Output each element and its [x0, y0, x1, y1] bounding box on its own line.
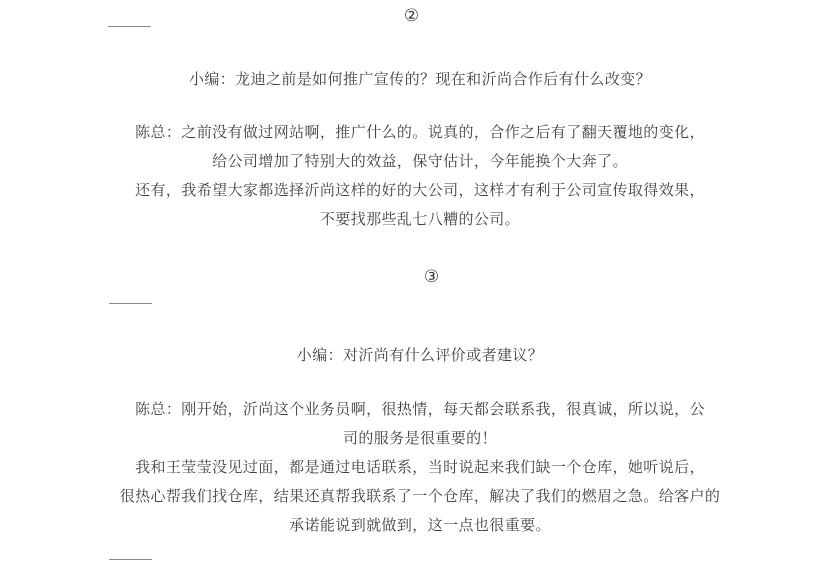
section-number-3: ③ [423, 267, 440, 286]
answer-line: 给公司增加了特别大的效益，保守估计，今年能换个大奔了。 [212, 153, 628, 170]
answer-line: 陈总：之前没有做过网站啊，推广什么的。说真的，合作之后有了翻天覆地的变化， [135, 124, 705, 141]
divider-line [108, 26, 151, 27]
question-line: 小编：龙迪之前是如何推广宣传的？现在和沂尚合作后有什么改变？ [188, 71, 651, 88]
answer-line: 陈总：刚开始，沂尚这个业务员啊，很热情，每天都会联系我，很真诚，所以说，公 [135, 401, 705, 418]
answer-line: 很热心帮我们找仓库，结果还真帮我联系了一个仓库，解决了我们的燃眉之急。给客户的 [119, 488, 721, 505]
divider-line [109, 303, 152, 304]
answer-line: 司的服务是很重要的！ [342, 430, 497, 447]
answer-line: 承诺能说到就做到，这一点也很重要。 [289, 517, 551, 534]
answer-line: 不要找那些乱七八糟的公司。 [319, 211, 521, 228]
question-line: 小编：对沂尚有什么评价或者建议？ [296, 347, 544, 364]
answer-block-1 [25, 118, 815, 234]
question-block-2 [25, 341, 815, 370]
section-number-2: ② [403, 6, 420, 25]
answer-line: 我和王莹莹没见过面，都是通过电话联系，当时说起来我们缺一个仓库，她听说后， [135, 459, 705, 476]
question-block-1 [25, 65, 815, 94]
answer-line: 还有，我希望大家都选择沂尚这样的好的大公司，这样才有利于公司宣传取得效果， [135, 182, 705, 199]
answer-block-2 [25, 395, 815, 540]
divider-line [109, 559, 152, 560]
